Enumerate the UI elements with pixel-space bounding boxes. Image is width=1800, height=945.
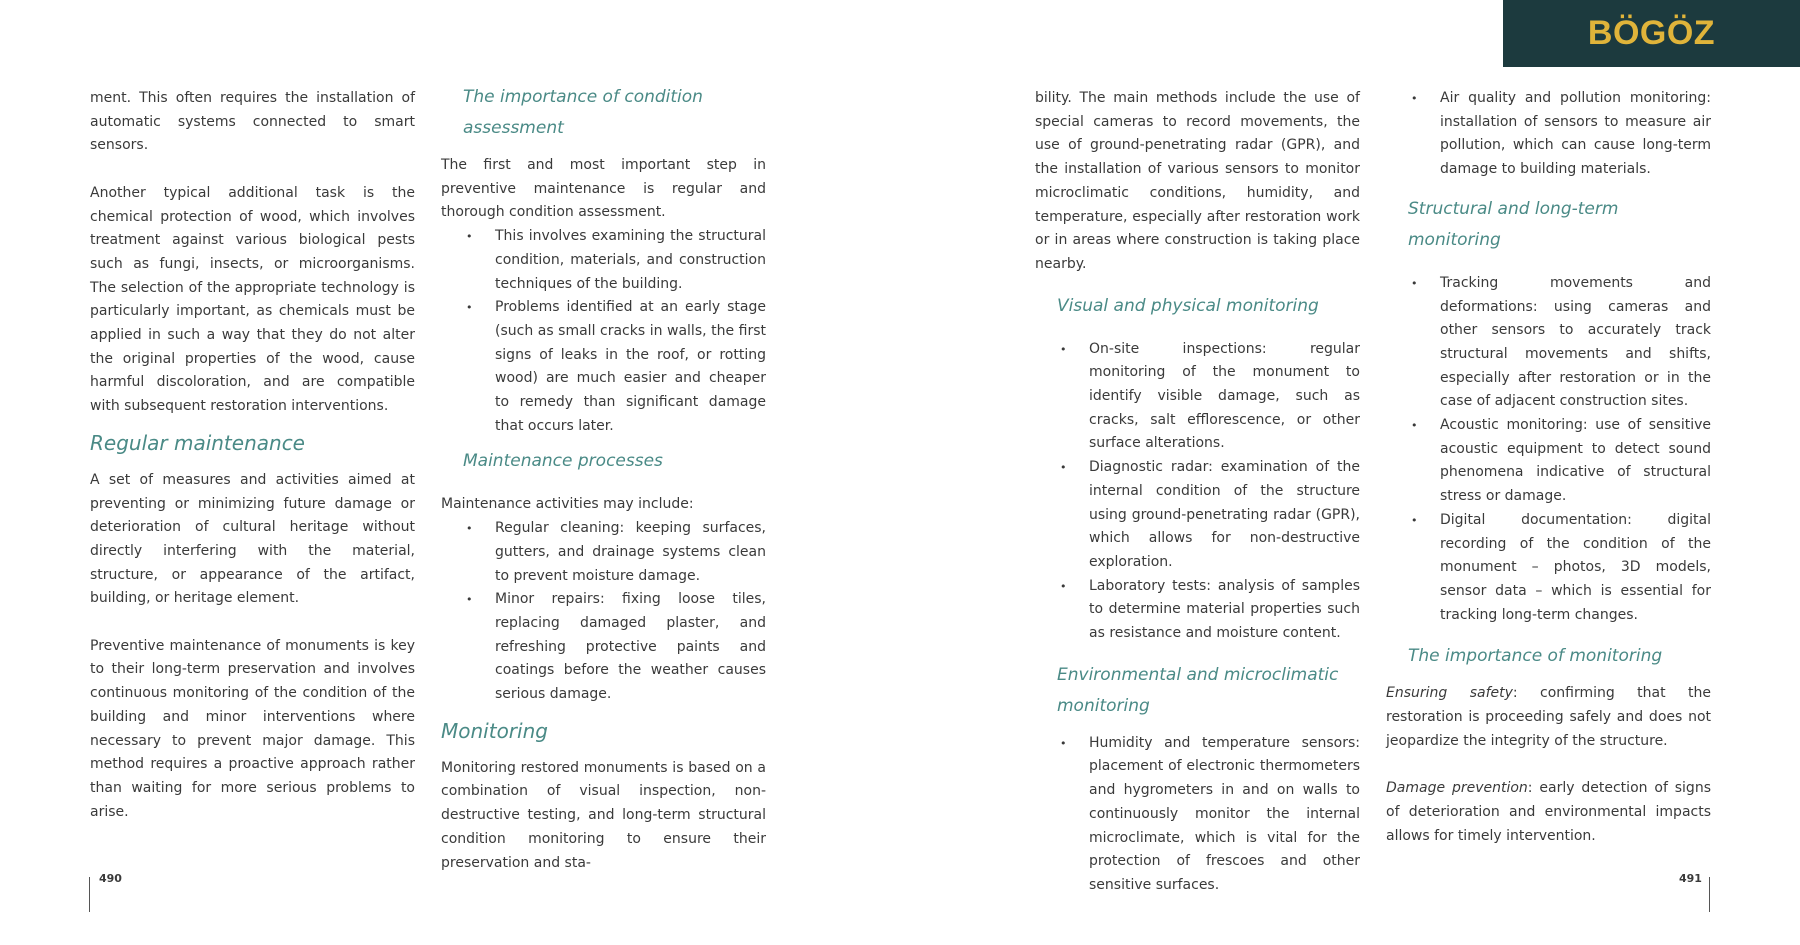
- list-item: • Acoustic monitoring: use of sensitive acoustic equipment to detect sound phenomena indicative of structural stress or damage.: [1386, 414, 1711, 509]
- list-item: • Digital documentation: digital recording of the condition of the monument – photos, 3D models, sensor data – which is essential for tracking long-term changes.: [1386, 509, 1711, 628]
- bullet-list: [441, 225, 766, 438]
- paragraph: The first and most important step in preventive maintenance is regular and thorough condition assessment.: [441, 157, 766, 221]
- paragraph: Another typical additional task is the chemical protection of wood, which involves treatment against various biological pests such as fungi, insects, or microorganisms. The selection of the appropriate technology is particularly important, as chemicals must be applied in such a way that they do not alter the original properties of the wood, cause harmful discoloration, and are compatible with subsequent restoration interventions.: [90, 184, 415, 415]
- heading-importance-of-monitoring: The importance of monitoring: [1408, 646, 1663, 667]
- heading-regular-maintenance: Regular maintenance: [90, 430, 305, 455]
- paragraph: A set of measures and activities aimed at preventing or minimizing future damage or deterioration of cultural heritage without directly interfering with the material, structure, or appearance of the artifact, building, or heritage element.: [90, 471, 415, 607]
- paragraph: bility. The main methods include the use of special cameras to record movements, the use of ground-penetrating radar (GPR), and the installation of various sensors to monitor microclimatic conditions, humidity, and temperature, especially after restoration work or in areas where construction is taking place nearby.: [1035, 90, 1360, 272]
- brand-logo: BÖGÖZ: [1587, 14, 1716, 52]
- heading-structural-monitoring: Structural and long-term monitoring: [1408, 198, 1619, 250]
- emphasis: Damage prevention: [1386, 780, 1528, 797]
- paragraph: Monitoring restored monuments is based on a combination of visual inspection, non-destructive testing, and long-term structural condition monitoring to ensure their preservation and sta-: [441, 759, 766, 871]
- list-item: • Minor repairs: fixing loose tiles, replacing damaged plaster, and refreshing protective paints and coatings before the weather causes serious damage.: [441, 588, 766, 707]
- page-number-left: 490: [99, 872, 122, 885]
- paragraph: [1386, 682, 1711, 753]
- paragraph-text: : early detection of signs of deterioration and environmental impacts allows for timely intervention.: [1386, 780, 1711, 844]
- left-page-column-1: [90, 87, 415, 824]
- list-item: • Regular cleaning: keeping surfaces, gutters, and drainage systems clean to prevent moisture damage.: [441, 517, 766, 588]
- list-item: • Diagnostic radar: examination of the internal condition of the structure using ground-penetrating radar (GPR), which allows for non-destructive exploration.: [1035, 456, 1360, 575]
- paragraph: ment. This often requires the installation of automatic systems connected to smart sensors.: [90, 90, 415, 154]
- emphasis: Ensuring safety: [1386, 685, 1513, 702]
- right-page-column-1: [1035, 87, 1360, 898]
- left-page-column-2: [441, 82, 766, 875]
- list-item: • Air quality and pollution monitoring: installation of sensors to measure air pollution, which can cause long-term damage to building materials.: [1386, 87, 1711, 182]
- list-item: • Problems identified at an early stage (such as small cracks in walls, the first signs of leaks in the roof, or rotting wood) are much easier and cheaper to remedy than significant damage that occurs later.: [441, 296, 766, 438]
- page-rule-left: [89, 877, 90, 912]
- paragraph: Maintenance activities may include:: [441, 496, 694, 513]
- brand-header: [1503, 0, 1800, 67]
- bullet-list: [1386, 87, 1711, 182]
- bullet-list: [1035, 732, 1360, 898]
- list-item: • Humidity and temperature sensors: placement of electronic thermometers and hygrometers in and on walls to continuously monitor the internal microclimate, which is vital for the protection of frescoes and other sensitive surfaces.: [1035, 732, 1360, 898]
- bullet-list: [441, 517, 766, 707]
- list-item: • Laboratory tests: analysis of samples to determine material properties such as resistance and moisture content.: [1035, 575, 1360, 646]
- paragraph-text: : confirming that the restoration is proceeding safely and does not jeopardize the integrity of the structure.: [1386, 685, 1711, 749]
- heading-monitoring: Monitoring: [441, 718, 548, 743]
- page-rule-right: [1709, 877, 1710, 912]
- paragraph: [1386, 777, 1711, 848]
- bullet-list: [1035, 338, 1360, 646]
- heading-maintenance-processes: Maintenance processes: [463, 451, 663, 472]
- heading-condition-assessment: The importance of condition assessment: [463, 87, 703, 138]
- right-page-column-2: [1386, 87, 1711, 848]
- heading-visual-physical-monitoring: Visual and physical monitoring: [1057, 295, 1319, 316]
- list-item: • This involves examining the structural condition, materials, and construction techniques of the building.: [441, 225, 766, 296]
- heading-environmental-monitoring: Environmental and microclimatic monitoring: [1057, 664, 1339, 716]
- bullet-list: [1386, 272, 1711, 628]
- list-item: • Tracking movements and deformations: using cameras and other sensors to accurately track structural movements and shifts, especially after restoration or in the case of adjacent construction sites.: [1386, 272, 1711, 414]
- list-item: • On-site inspections: regular monitoring of the monument to identify visible damage, such as cracks, salt efflorescence, or other surface alterations.: [1035, 338, 1360, 457]
- page-number-right: 491: [1679, 872, 1702, 885]
- paragraph: Preventive maintenance of monuments is key to their long-term preservation and involves continuous monitoring of the condition of the building and minor interventions where necessary to prevent major damage. This method requires a proactive approach rather than waiting for more serious problems to arise.: [90, 637, 415, 820]
